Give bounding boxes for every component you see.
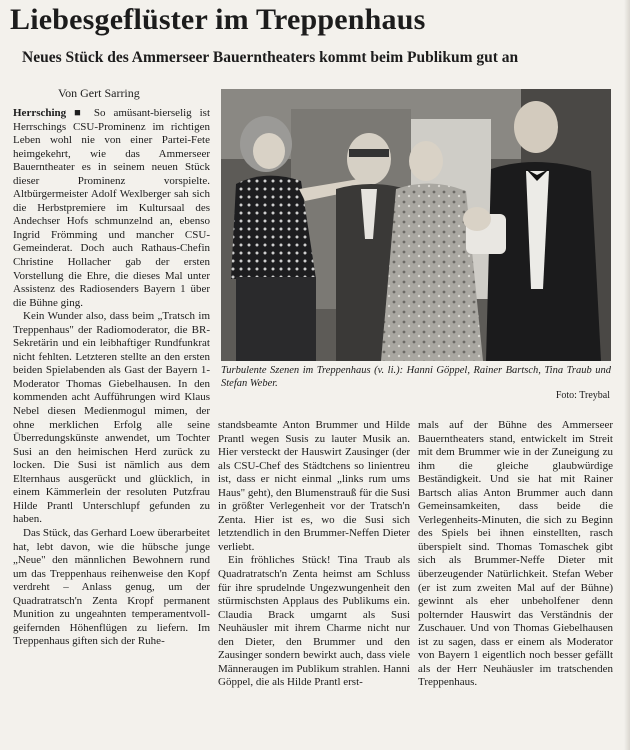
headline: Liebesgeflüster im Treppenhaus [10, 3, 426, 36]
dateline: Herrsching [13, 107, 67, 119]
photo-credit: Foto: Treybal [555, 390, 610, 401]
page-edge-shadow [624, 0, 630, 750]
paragraph [13, 107, 210, 310]
photo-illustration [221, 89, 611, 361]
paragraph: Das Stück, das Gerhard Loew überarbeitet hat, lebt davon, wie die hübsche junge „Neue" den männlichen Bewohnern rund um das Treppenhaus reihenweise den Kopf verdreht – Anlass genug, um der Quadratratsch'n Zenta Kropf permanent Munition zu ungeahnten temperamentvoll-geifernden Höhenflügen zu liefern. Im Treppenhaus giften sich der Ruhe- [13, 526, 210, 648]
paragraph: standsbeamte Anton Brummer und Hilde Prantl wegen Susis zu lauter Musik an. Hier versteckt der Hauswirt Zausinger (der als CSU-Chef des Städtchens so linientreu ist, dass er nicht einmal „links rum ums Haus" geht), den Blumenstrauß für die Susi in größter Verlegenheit vor der Tratsch'n Zenta. Hier ist es, wo die Susi sich letztendlich in den Brummer-Neffen Dieter verliebt. [218, 419, 410, 553]
paragraph: Kein Wunder also, dass beim „Tratsch im Treppenhaus" der Radiomoderator, die BR-Sekretärin und ein leibhaftiger Rundfunkrat nicht fehlten. Letzteren stellte an den ersten beiden Spielabenden als Gast der Bayern 1-Moderator Thomas Giebelhausen. In den kommenden acht Aufführungen wird Klaus Nebel diesen Medienmogul mimen, der ohne merklichen Erfolg alle seine Überredungskünste anwendet, um Tochter Susi an den heimischen Herd zurück zu locken. Die Susi ist nämlich aus dem Elternhaus ausgerückt und glücklich, in einem Kämmerlein der resoluten Putzfrau Hilde Prantl Unterschlupf gefunden zu haben. [13, 310, 210, 526]
column-2 [218, 419, 410, 747]
column-3 [418, 419, 613, 747]
dateline-square-icon: ■ [74, 107, 86, 119]
paragraph-text: So amüsant-bierselig ist Herrschings CSU-Prominenz im richtigen Leben wohl nie von einer Partei-Fete heimgekehrt, wie das Ammerseer Bauerntheater es in seinem neuen Stück dieser Prominenz vorspielte. Altbürgermeister Adolf Wexlberger sah sich die Herbstpremiere im Kultursaal des Andechser Hofs schmunzelnd an, ebenso Ingrid Frömming und mancher CSU-Gemeinderat. Doch auch Rathaus-Chefin Christine Hollacher gab der ersten Vorstellung die Ehre, die dieses Mal unter Assistenz des Radiosenders Bayern 1 über die Bühne ging. [13, 107, 210, 309]
byline: Von Gert Sarring [58, 86, 140, 100]
paragraph: Ein fröhliches Stück! Tina Traub als Quadratratsch'n Zenta heimst am Schluss für ihre sprudelnde Ungezwungenheit den stürmischsten Applaus des Publikums ein. Claudia Brack umgarnt als Susi Neuhäusler mit ihrem Charme nicht nur den Dieter, den Brummer und den Zausinger sondern bewirkt auch, dass viele Männeraugen im Publikum strahlen. Hanni Göppel, die als Hilde Prantl erst- [218, 554, 410, 689]
column-1 [13, 107, 210, 747]
subheadline: Neues Stück des Ammerseer Bauerntheaters kommt beim Publikum gut an [22, 49, 519, 66]
paragraph: mals auf der Bühne des Ammerseer Bauerntheaters stand, entwickelt im Streit mit dem Brummer wie in der Zuneigung zu ihm die gleiche glaubwürdige Beständigkeit. Und sie hat mit Rainer Bartsch alias Anton Brummer auch dann Gemeinsamkeiten, dass beide die Verlegenheits-Minuten, die sich zu Beginn des Spiels bei ihnen einstellten, rasch überspielt sind. Thomas Tomaschek gibt sich als Brummer-Neffe Dieter mit überzeugender Natürlichkeit. Stefan Weber (er ist zum zweiten Mal auf der Bühne) gewinnt als eher unbeholfener denn polternder Hauswirt das Verständnis der Zuschauer. Und von Thomas Giebelhausen ist zu sagen, dass er einem als Moderator von Bayern 1 eigentlich noch besser gefällt als der Herr Neuhäusler im tratschenden Treppenhaus. [418, 419, 613, 689]
photo-caption: Turbulente Szenen im Treppenhaus (v. li.): Hanni Göppel, Rainer Bartsch, Tina Traub und Stefan Weber. [221, 365, 611, 389]
theater-photo [221, 89, 611, 361]
